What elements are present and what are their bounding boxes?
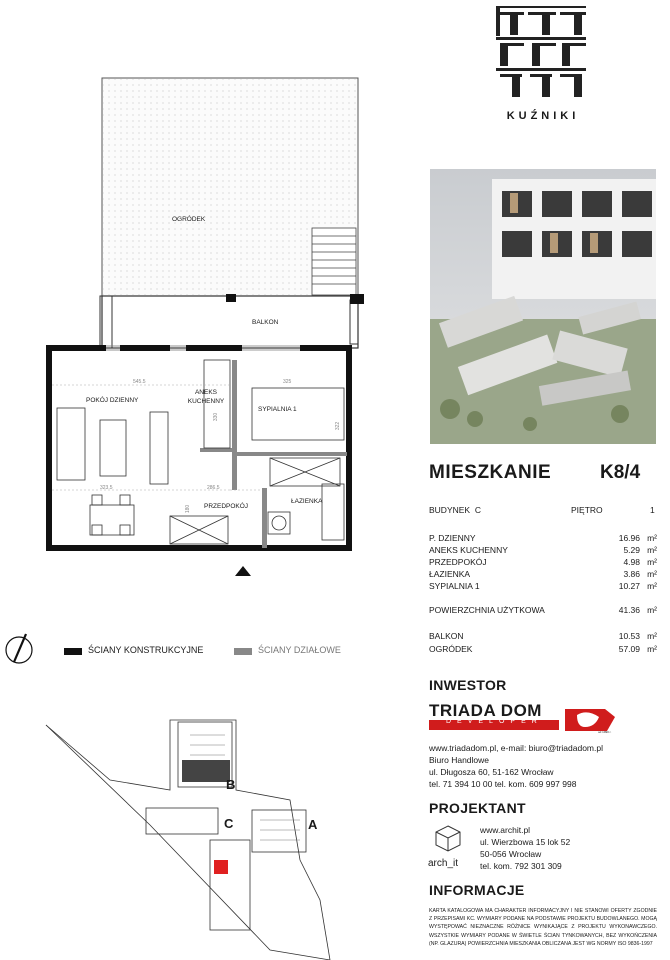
area-unit: m² [647, 605, 657, 615]
legend-structural: ŚCIANY KONSTRUKCYJNE [88, 645, 204, 655]
dimension-label: 325 [283, 379, 292, 385]
building-label-b: B [226, 777, 236, 792]
room-label-kitchen: ANEKS KUCHENNY [187, 389, 225, 405]
area-value: 41.36 [618, 605, 640, 615]
usable-area-row [429, 605, 657, 616]
area-name: PRZEDPOKÓJ [429, 557, 487, 567]
north-arrow-icon [4, 630, 34, 666]
site-plan [40, 715, 340, 960]
area-name: ŁAZIENKA [429, 569, 471, 579]
room-label-bedroom: SYPIALNIA 1 [258, 406, 297, 413]
dimension-label: 180 [185, 504, 192, 514]
dimension-label: 286.5 [207, 485, 220, 491]
building-label-a: A [308, 817, 318, 832]
area-value: 10.53 [618, 631, 640, 641]
kuzniki-logo [496, 6, 586, 98]
dimension-label: 330 [213, 412, 220, 422]
investor-info [429, 742, 603, 790]
floor-value: 1 [650, 505, 655, 515]
area-name: OGRÓDEK [429, 644, 473, 654]
partition-wall-swatch [234, 648, 252, 655]
apartment-title: MIESZKANIE [429, 462, 552, 483]
triada-logo-subtext: DEVELOPER [446, 718, 543, 725]
area-name: BALKON [429, 631, 464, 641]
triada-logo-text: TRIADA DOM [429, 701, 542, 720]
area-unit: m² [647, 545, 657, 555]
area-row [429, 644, 657, 655]
designer-phone: tel. kom. 792 301 309 [480, 861, 562, 871]
room-label-hall: PRZEDPOKÓJ [204, 503, 249, 510]
building-value: C [474, 505, 481, 515]
archit-cube-icon [433, 824, 463, 852]
building-label: BUDYNEK [429, 505, 471, 515]
archit-logo-text: arch_it [428, 858, 459, 869]
room-label-bathroom: ŁAZIENKA [291, 498, 323, 505]
area-row [429, 631, 657, 642]
info-text: KARTA KATALOGOWA MA CHARAKTER INFORMACYJNY I NIE STANOWI OFERTY ZGODNIE Z PRZEPISAMI KC. WYMIARY PODANE NA PODSTAWIE PROJEKTU BUDOWLANEGO. MOGĄ WYSTĘPOWAĆ NIEZNACZNE RÓŻNICE WYNIKAJĄCE Z PROJEKTU WYKONAWCZEGO. WSZYSTKIE WYMIARY PODANE W ŚWIETLE ŚCIAN TYNKOWANYCH, BEZ WYKOŃCZENIA (NP. GLAZURA) POWIERZCHNIA MIESZKANIA OBLICZANA JEST WG NORMY ISO 9836-1997 [429, 908, 657, 947]
area-unit: m² [647, 581, 657, 591]
floor-plan [0, 70, 420, 590]
investor-address: ul. Długosza 60, 51-162 Wrocław [429, 767, 554, 777]
area-name: SYPIALNIA 1 [429, 581, 480, 591]
apartment-code: K8/4 [600, 462, 641, 483]
dimension-label: 322 [335, 421, 342, 431]
building-label-c: C [224, 816, 234, 831]
designer-address: ul. Wierzbowa 15 lok 52 [480, 837, 571, 847]
area-row [429, 557, 657, 568]
brand-name: KUŹNIKI [506, 110, 580, 122]
area-value: 4.98 [623, 557, 640, 567]
info-heading: INFORMACJE [429, 882, 525, 898]
area-value: 5.29 [623, 545, 640, 555]
area-unit: m² [647, 557, 657, 567]
area-unit: m² [647, 569, 657, 579]
area-unit: m² [647, 644, 657, 654]
area-unit: m² [647, 631, 657, 641]
designer-city: 50-056 Wrocław [480, 849, 542, 859]
area-row [429, 581, 657, 592]
area-name: P. DZIENNY [429, 533, 476, 543]
room-label-garden: OGRÓDEK [172, 216, 206, 223]
investor-phone: tel. 71 394 10 00 tel. kom. 609 997 998 [429, 779, 577, 789]
investor-web: www.triadadom.pl, e-mail: biuro@triadadom.pl [429, 743, 603, 753]
building-row [429, 505, 481, 515]
designer-info [480, 824, 570, 872]
room-label-living: POKÓJ DZIENNY [86, 397, 139, 404]
investor-heading: INWESTOR [429, 677, 507, 693]
dimension-label: 545.5 [133, 379, 146, 385]
legend-partition: ŚCIANY DZIAŁOWE [258, 645, 341, 655]
room-label-balcony: BALKON [252, 319, 279, 326]
dimension-label: 323.5 [100, 485, 113, 491]
area-row [429, 569, 657, 580]
area-name: ANEKS KUCHENNY [429, 545, 508, 555]
structural-wall-swatch [64, 648, 82, 655]
designer-web: www.archit.pl [480, 825, 531, 835]
triada-logo-since: od 1990 r. [598, 730, 612, 734]
investor-office: Biuro Handlowe [429, 755, 490, 765]
area-value: 57.09 [618, 644, 640, 654]
designer-heading: PROJEKTANT [429, 800, 526, 816]
area-unit: m² [647, 533, 657, 543]
building-visualization [430, 169, 656, 444]
area-value: 16.96 [618, 533, 640, 543]
floor-label: PIĘTRO [571, 505, 603, 515]
area-row [429, 533, 657, 544]
area-value: 3.86 [623, 569, 640, 579]
area-name: POWIERZCHNIA UŻYTKOWA [429, 605, 545, 615]
area-value: 10.27 [618, 581, 640, 591]
area-row [429, 545, 657, 556]
